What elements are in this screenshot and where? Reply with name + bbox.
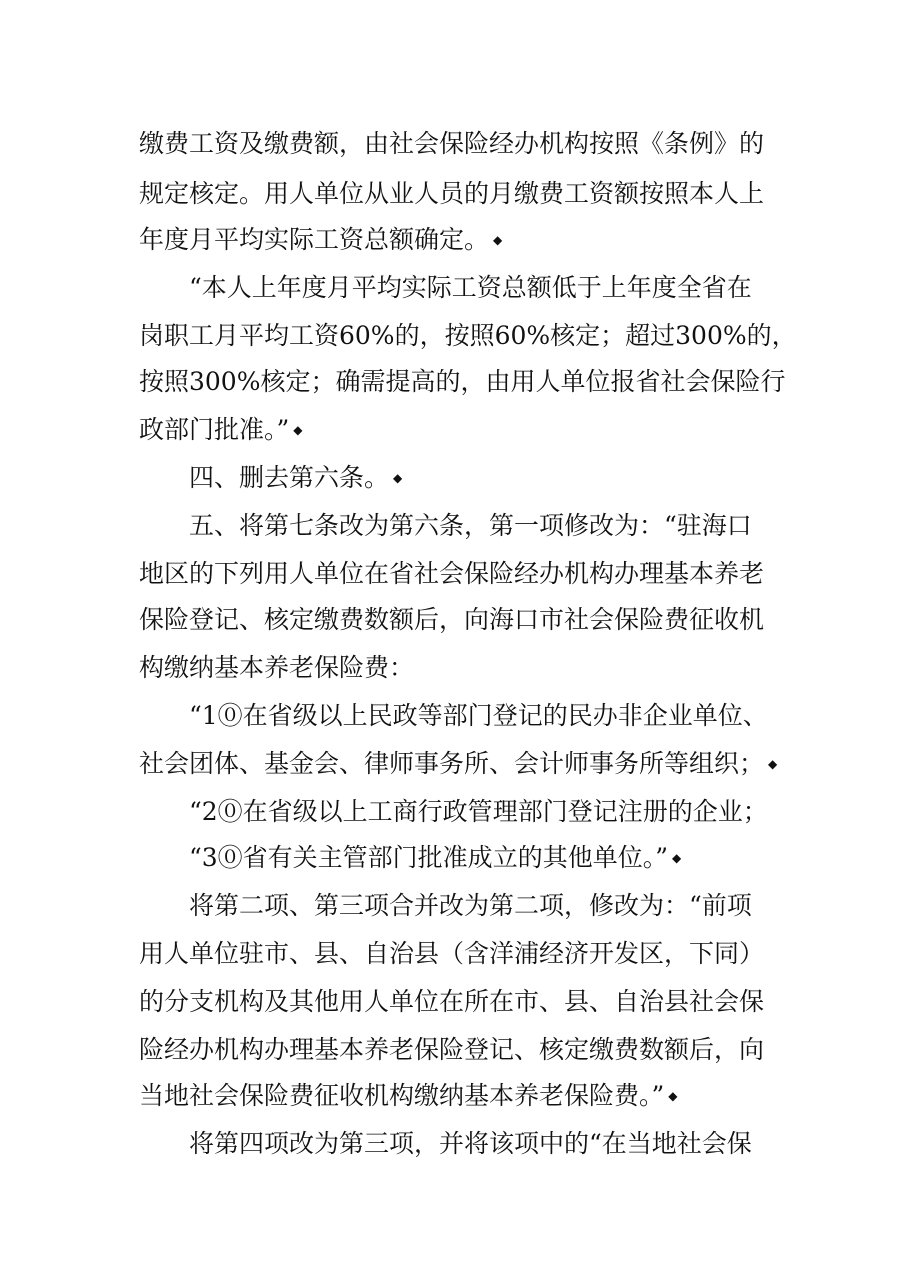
paragraph-mark-icon: ◆: [668, 1088, 678, 1103]
text-line: [0, 792, 909, 832]
text-line-content: “本人上年度月平均实际工资总额低于上年度全省在: [189, 273, 752, 302]
text-line: [0, 220, 909, 260]
text-line: [0, 316, 909, 356]
text-line-content: 将第四项改为第三项，并将该项中的“在当地社会保: [189, 1129, 752, 1158]
paragraph-mark-icon: ◆: [393, 470, 403, 485]
text-line-content: 缴费工资及缴费额，由社会保险经办机构按照《条例》的: [139, 129, 765, 158]
text-line-content: “3⓪省有关主管部门批准成立的其他单位。”: [189, 843, 668, 872]
text-line-content: 规定核定。用人单位从业人员的月缴费工资额按照本人上: [139, 179, 765, 208]
text-line-content: 岗职工月平均工资60%的，按照60%核定；超过300%的，: [139, 321, 797, 350]
text-line-content: 保险登记、核定缴费数额后，向海口市社会保险费征收机: [139, 605, 765, 634]
paragraph-mark-icon: ◆: [293, 422, 303, 437]
text-line: [0, 362, 909, 402]
text-line: [0, 744, 909, 784]
text-line-content: 地区的下列用人单位在省社会保险经办机构办理基本养老: [139, 559, 765, 588]
text-line-content: “1⓪在省级以上民政等部门登记的民办非企业单位、: [189, 701, 768, 730]
text-line: [0, 124, 909, 164]
text-line: [0, 1124, 909, 1164]
paragraph-mark-icon: ◆: [493, 232, 503, 247]
text-line: [0, 506, 909, 546]
text-line: [0, 174, 909, 214]
paragraph-mark-icon: ◆: [671, 850, 682, 865]
text-line: [0, 886, 909, 926]
text-line-content: 政部门批准。”: [139, 415, 290, 444]
text-line-content: 将第二项、第三项合并改为第二项，修改为：“前项: [189, 891, 752, 920]
text-line: [0, 554, 909, 594]
text-line-content: 的分支机构及其他用人单位在所在市、县、自治县社会保: [139, 987, 765, 1016]
text-line: [0, 268, 909, 308]
text-line: [0, 934, 909, 974]
text-line-content: 按照300%核定；确需提高的，由用人单位报省社会保险行: [139, 367, 786, 396]
text-line: [0, 696, 909, 736]
text-line: [0, 838, 909, 878]
paragraph-mark-icon: ◆: [768, 756, 778, 771]
text-line: [0, 1076, 909, 1116]
text-line: [0, 410, 909, 450]
text-line: [0, 982, 909, 1022]
text-line-content: 当地社会保险费征收机构缴纳基本养老保险费。”: [139, 1081, 665, 1110]
text-line-content: 险经办机构办理基本养老保险登记、核定缴费数额后，向: [139, 1035, 765, 1064]
text-line-content: 四、删去第六条。: [189, 463, 390, 492]
text-line-content: 年度月平均实际工资总额确定。: [139, 225, 490, 254]
text-line-content: “2⓪在省级以上工商行政管理部门登记注册的企业；: [189, 797, 768, 826]
text-line-content: 五、将第七条改为第六条，第一项修改为：“驻海口: [189, 511, 752, 540]
text-line: [0, 600, 909, 640]
text-line: [0, 1030, 909, 1070]
text-line: [0, 458, 909, 498]
text-line-content: 构缴纳基本养老保险费：: [139, 653, 415, 682]
text-line-content: 用人单位驻市、县、自治县（含洋浦经济开发区，下同）: [139, 939, 765, 968]
text-line: [0, 648, 909, 688]
text-line-content: 社会团体、基金会、律师事务所、会计师事务所等组织；: [139, 749, 765, 778]
